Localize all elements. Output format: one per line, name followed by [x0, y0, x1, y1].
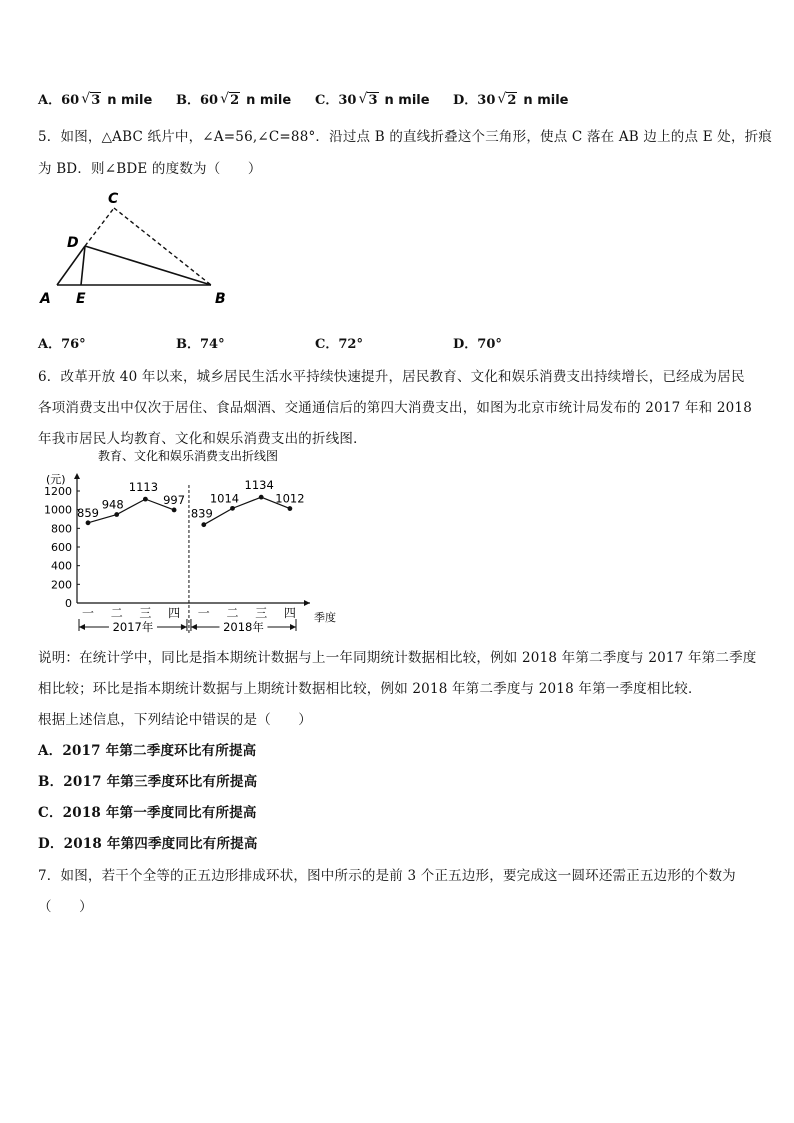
q6-option-a[interactable]: A．2017 年第二季度环比有所提高	[38, 743, 257, 759]
label-a: A	[40, 291, 51, 307]
category-label: 三	[139, 606, 152, 620]
sqrt-symbol: √ 3	[81, 93, 101, 108]
q7-text-line-2: （ ）	[38, 899, 93, 915]
data-label: 1113	[128, 480, 159, 495]
q6-option-b[interactable]: B．2017 年第三季度环比有所提高	[38, 774, 258, 790]
label-b: B	[215, 291, 226, 307]
category-label: 四	[168, 606, 181, 620]
q5-text-line-1: 5．如图，△ABC 纸片中，∠A=56,∠C=88°．沿过点 B 的直线折叠这个三角形，使点 C 落在 AB 边上的点 E 处，折痕	[38, 129, 773, 145]
dashed-segment-cb	[114, 208, 211, 285]
data-label: 1014	[209, 491, 240, 506]
sqrt-symbol: √ 2	[497, 93, 517, 108]
q4-option-b[interactable]: B．60√ 2 n mile	[176, 89, 291, 108]
data-label: 948	[101, 497, 124, 512]
y-axis-label: (元)	[46, 473, 66, 486]
q6-text-line-3: 年我市居民人均教育、文化和娱乐消费支出的折线图．	[38, 431, 367, 447]
y-tick-label: 200	[51, 578, 72, 592]
label-c: C	[108, 191, 119, 207]
group-label: 2017年	[112, 620, 154, 634]
group-bracket-arrow	[79, 624, 85, 630]
data-point	[114, 512, 119, 517]
q5-option-c[interactable]: C．72°	[315, 337, 363, 352]
x-axis-arrow	[304, 600, 310, 606]
category-label: 四	[283, 606, 296, 620]
y-tick-label: 1000	[44, 503, 72, 517]
data-point	[143, 497, 148, 502]
category-label: 一	[197, 606, 210, 620]
q6-text-line-2: 各项消费支出中仅次于居住、食品烟酒、交通通信后的第四大消费支出，如图为北京市统计局发布的 2017 年和 2018	[38, 400, 752, 416]
label-d: D	[67, 235, 79, 251]
dashed-segment-dc	[85, 208, 114, 246]
q6-question: 根据上述信息，下列结论中错误的是（ ）	[38, 712, 312, 728]
q6-option-d[interactable]: D．2018 年第四季度同比有所提高	[38, 836, 258, 852]
line-chart	[30, 445, 360, 640]
fold-line-bd	[85, 246, 211, 285]
x-axis-label: 季度	[314, 611, 336, 624]
category-label: 二	[110, 606, 123, 620]
data-label: 839	[190, 506, 213, 521]
y-tick-label: 400	[51, 559, 72, 573]
q6-text-line-1: 6．改革开放 40 年以来，城乡居民生活水平持续快速提升，居民教育、文化和娱乐消费支出持续增长，已经成为居民	[38, 369, 745, 385]
q4-option-d[interactable]: D．30√ 2 n mile	[453, 89, 568, 108]
q6-note-line-2: 相比较；环比是指本期统计数据与上期统计数据相比较，例如 2018 年第二季度与 2018 年第一季度相比较．	[38, 681, 702, 697]
q5-text-line-2: 为 BD．则∠BDE 的度数为（ ）	[38, 161, 262, 177]
q6-note-line-1: 说明：在统计学中，同比是指本期统计数据与上一年同期统计数据相比较，例如 2018 年第二季度与 2017 年第二季度	[38, 650, 757, 666]
q4-option-a[interactable]: A．60√ 3 n mile	[38, 89, 152, 108]
data-point	[230, 506, 235, 511]
sqrt-symbol: √ 3	[358, 93, 378, 108]
chart-title: 教育、文化和娱乐消费支出折线图	[98, 449, 279, 463]
data-label: 1012	[275, 491, 305, 506]
sqrt-symbol: √ 2	[220, 93, 240, 108]
group-label: 2018年	[223, 620, 264, 634]
data-point	[201, 522, 206, 527]
label-e: E	[76, 291, 86, 307]
data-point	[86, 520, 91, 525]
y-tick-label: 0	[65, 597, 72, 610]
group-bracket-arrow	[290, 624, 296, 630]
category-label: 一	[81, 606, 95, 620]
category-label: 三	[255, 606, 268, 620]
data-label: 1134	[244, 478, 274, 493]
q4-option-c[interactable]: C．30√ 3 n mile	[315, 89, 430, 108]
data-point	[259, 495, 264, 500]
q5-option-b[interactable]: B．74°	[176, 337, 225, 352]
triangle-figure	[30, 185, 250, 310]
q6-option-c[interactable]: C．2018 年第一季度同比有所提高	[38, 805, 257, 821]
group-bracket-arrow	[181, 624, 187, 630]
y-tick-label: 1200	[44, 485, 72, 498]
category-label: 二	[226, 606, 239, 620]
data-point	[288, 506, 293, 511]
y-tick-label: 600	[51, 541, 72, 554]
q5-option-d[interactable]: D．70°	[453, 337, 502, 352]
data-label: 859	[77, 505, 99, 520]
q5-option-a[interactable]: A．76°	[38, 337, 86, 352]
y-axis-arrow	[74, 473, 80, 479]
data-label: 997	[163, 492, 186, 507]
y-tick-label: 800	[51, 522, 72, 536]
data-point	[172, 508, 177, 513]
q7-text-line-1: 7．如图，若干个全等的正五边形排成环状，图中所示的是前 3 个正五边形，要完成这一圆环还需正五边形的个数为	[38, 868, 736, 884]
group-bracket-arrow	[191, 624, 197, 630]
